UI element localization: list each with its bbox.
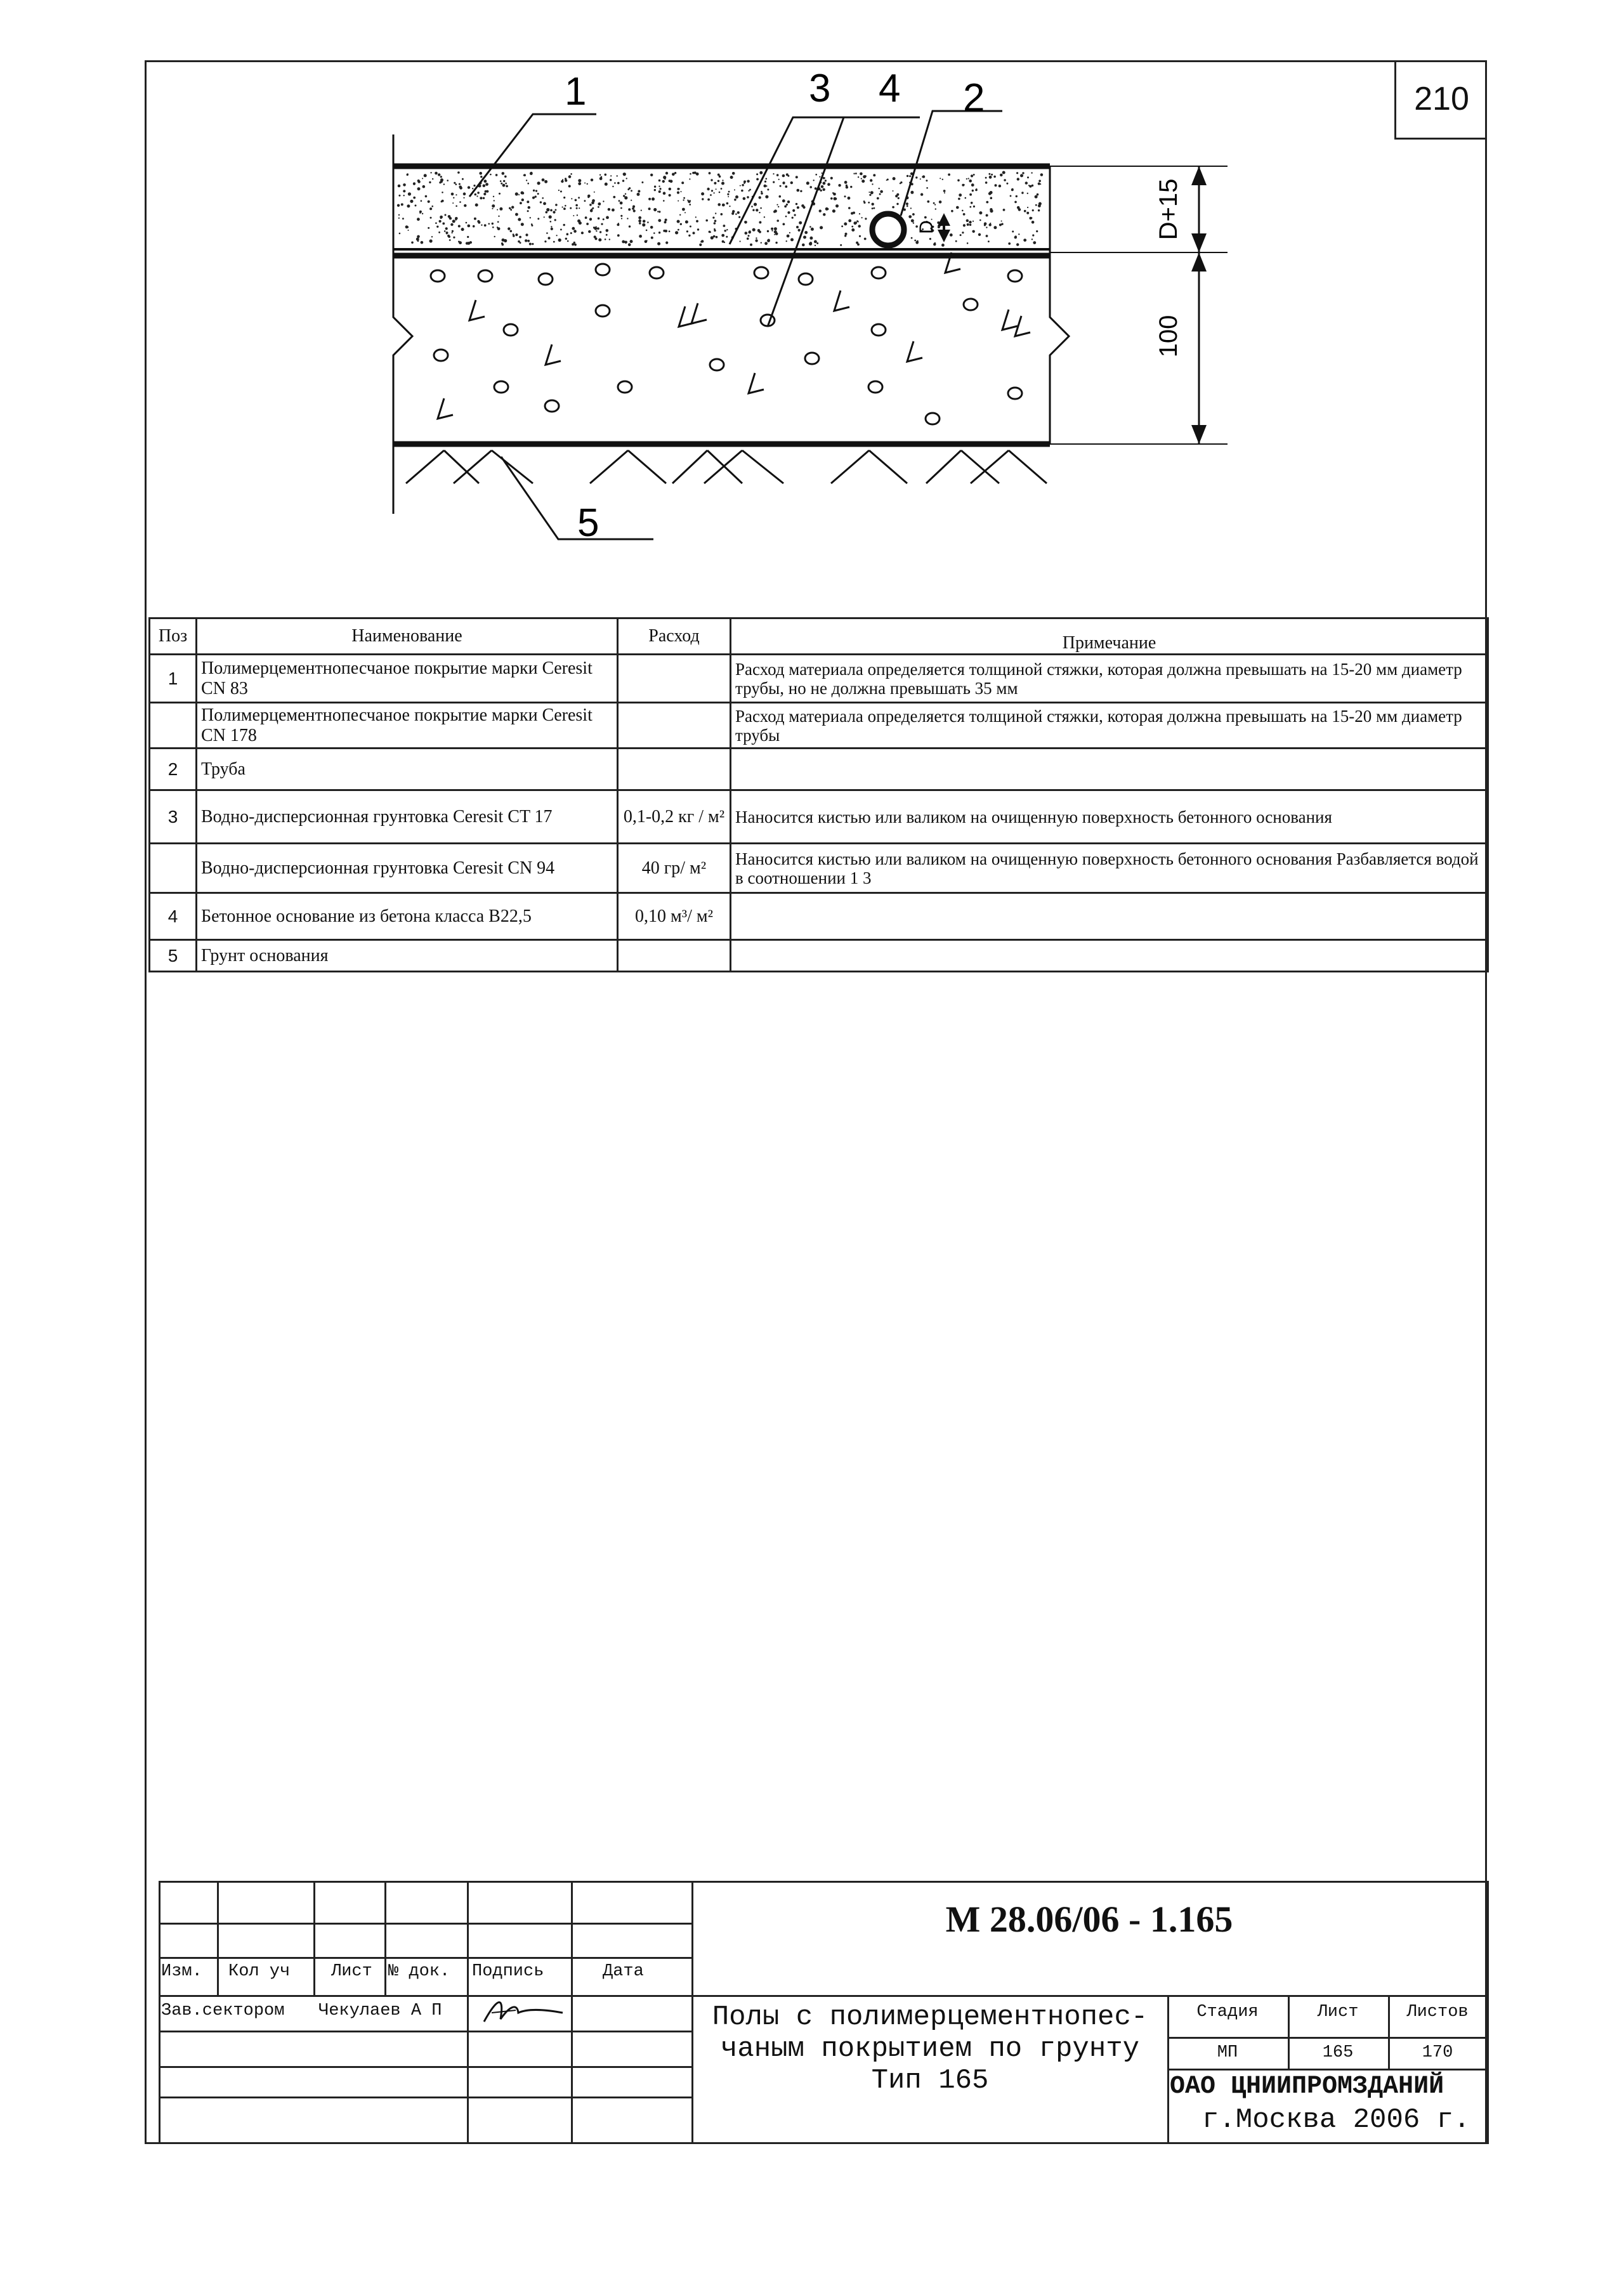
col-list: Лист bbox=[331, 1962, 372, 1981]
row-rate bbox=[618, 703, 731, 749]
col-sign: Подпись bbox=[472, 1962, 544, 1981]
drawing-title-line-1: Полы с полимерцементнопес- bbox=[712, 2001, 1148, 2033]
sheets-value: 170 bbox=[1422, 2043, 1453, 2062]
row-name: Водно-дисперсионная грунтовка Ceresit CN 94 bbox=[197, 844, 618, 893]
col-doc: № док. bbox=[388, 1962, 450, 1981]
table-row bbox=[150, 844, 1488, 893]
city-year: г.Москва 2006 г. bbox=[1202, 2104, 1470, 2136]
row-rate bbox=[618, 940, 731, 972]
row-pos: 4 bbox=[150, 893, 197, 940]
table-row bbox=[150, 703, 1488, 749]
signature-mark bbox=[479, 1994, 568, 2029]
row-name: Грунт основания bbox=[197, 940, 618, 972]
pipe bbox=[872, 214, 904, 245]
row-name: Бетонное основание из бетона класса В22,5 bbox=[197, 893, 618, 940]
row-pos bbox=[150, 703, 197, 749]
stage-label: Стадия bbox=[1196, 2003, 1259, 2022]
row-pos: 5 bbox=[150, 940, 197, 972]
row-note bbox=[731, 940, 1488, 972]
document-code: М 28.06/06 - 1.165 bbox=[945, 1898, 1233, 1940]
callout-2: 2 bbox=[963, 76, 985, 120]
drawing-title-line-2: чаным покрытием по грунту bbox=[720, 2033, 1140, 2065]
drawing-title-line-3: Тип 165 bbox=[871, 2065, 989, 2097]
row-note: Наносится кистью или валиком на очищенную поверхность бетонного основания bbox=[731, 790, 1488, 844]
person-name: Чекулаев А П bbox=[318, 2001, 442, 2020]
row-name: Полимерцементнопесчаное покрытие марки Ceresit CN 83 bbox=[197, 655, 618, 703]
col-date: Дата bbox=[603, 1962, 644, 1981]
callout-4: 4 bbox=[879, 67, 901, 110]
row-name: Труба bbox=[197, 749, 618, 790]
row-note: Расход материала определяется толщиной стяжки, которая должна превышать на 15-20 мм диаметр трубы bbox=[731, 703, 1488, 749]
organization: ОАО ЦНИИПРОМЗДАНИЙ bbox=[1170, 2072, 1444, 2101]
table-row bbox=[150, 790, 1488, 844]
row-pos bbox=[150, 844, 197, 893]
row-pos: 2 bbox=[150, 749, 197, 790]
sheet-label: Лист bbox=[1317, 2003, 1359, 2022]
row-pos: 1 bbox=[150, 655, 197, 703]
floor-section-drawing bbox=[0, 0, 1624, 622]
table-row bbox=[150, 940, 1488, 972]
role-label: Зав.сектором bbox=[161, 2001, 285, 2020]
table-row bbox=[150, 655, 1488, 703]
sheets-label: Листов bbox=[1406, 2003, 1469, 2022]
table-header bbox=[150, 618, 1488, 655]
header-note: Примечание bbox=[731, 618, 1488, 655]
callout-3: 3 bbox=[809, 67, 831, 110]
page-number: 210 bbox=[1394, 60, 1487, 140]
row-rate bbox=[618, 655, 731, 703]
header-name: Наименование bbox=[197, 618, 618, 655]
header-pos: Поз bbox=[150, 618, 197, 655]
row-pos: 3 bbox=[150, 790, 197, 844]
row-rate bbox=[618, 749, 731, 790]
header-rate: Расход bbox=[618, 618, 731, 655]
row-rate: 40 гр/ м² bbox=[618, 844, 731, 893]
table-row bbox=[150, 893, 1488, 940]
col-izm: Изм. bbox=[161, 1962, 202, 1981]
row-note bbox=[731, 893, 1488, 940]
title-block bbox=[159, 1881, 1487, 2144]
ground-hatch bbox=[406, 450, 1047, 483]
dim-base-layer: 100 bbox=[1155, 315, 1182, 358]
row-name: Полимерцементнопесчаное покрытие марки Ceresit CN 178 bbox=[197, 703, 618, 749]
drawing-title bbox=[695, 2001, 1165, 2097]
table-row bbox=[150, 749, 1488, 790]
sheet-value: 165 bbox=[1322, 2043, 1354, 2062]
specification-table bbox=[148, 617, 1489, 972]
concrete-texture bbox=[431, 252, 1030, 424]
row-note bbox=[731, 749, 1488, 790]
col-kol: Кол уч bbox=[228, 1962, 291, 1981]
stage-value: МП bbox=[1217, 2043, 1238, 2062]
row-note: Расход материала определяется толщиной стяжки, которая должна превышать на 15-20 мм диаметр трубы, но не должна превышать 35 мм bbox=[731, 655, 1488, 703]
row-name: Водно-дисперсионная грунтовка Ceresit CT 17 bbox=[197, 790, 618, 844]
row-rate: 0,1-0,2 кг / м² bbox=[618, 790, 731, 844]
callout-1: 1 bbox=[565, 70, 587, 114]
row-note: Наносится кистью или валиком на очищенную поверхность бетонного основания Разбавляется водой в соотношении 1 3 bbox=[731, 844, 1488, 893]
row-rate: 0,10 м³/ м² bbox=[618, 893, 731, 940]
callout-5: 5 bbox=[577, 501, 599, 545]
dim-pipe: D bbox=[916, 220, 937, 234]
dim-top-layer: D+15 bbox=[1155, 178, 1182, 240]
